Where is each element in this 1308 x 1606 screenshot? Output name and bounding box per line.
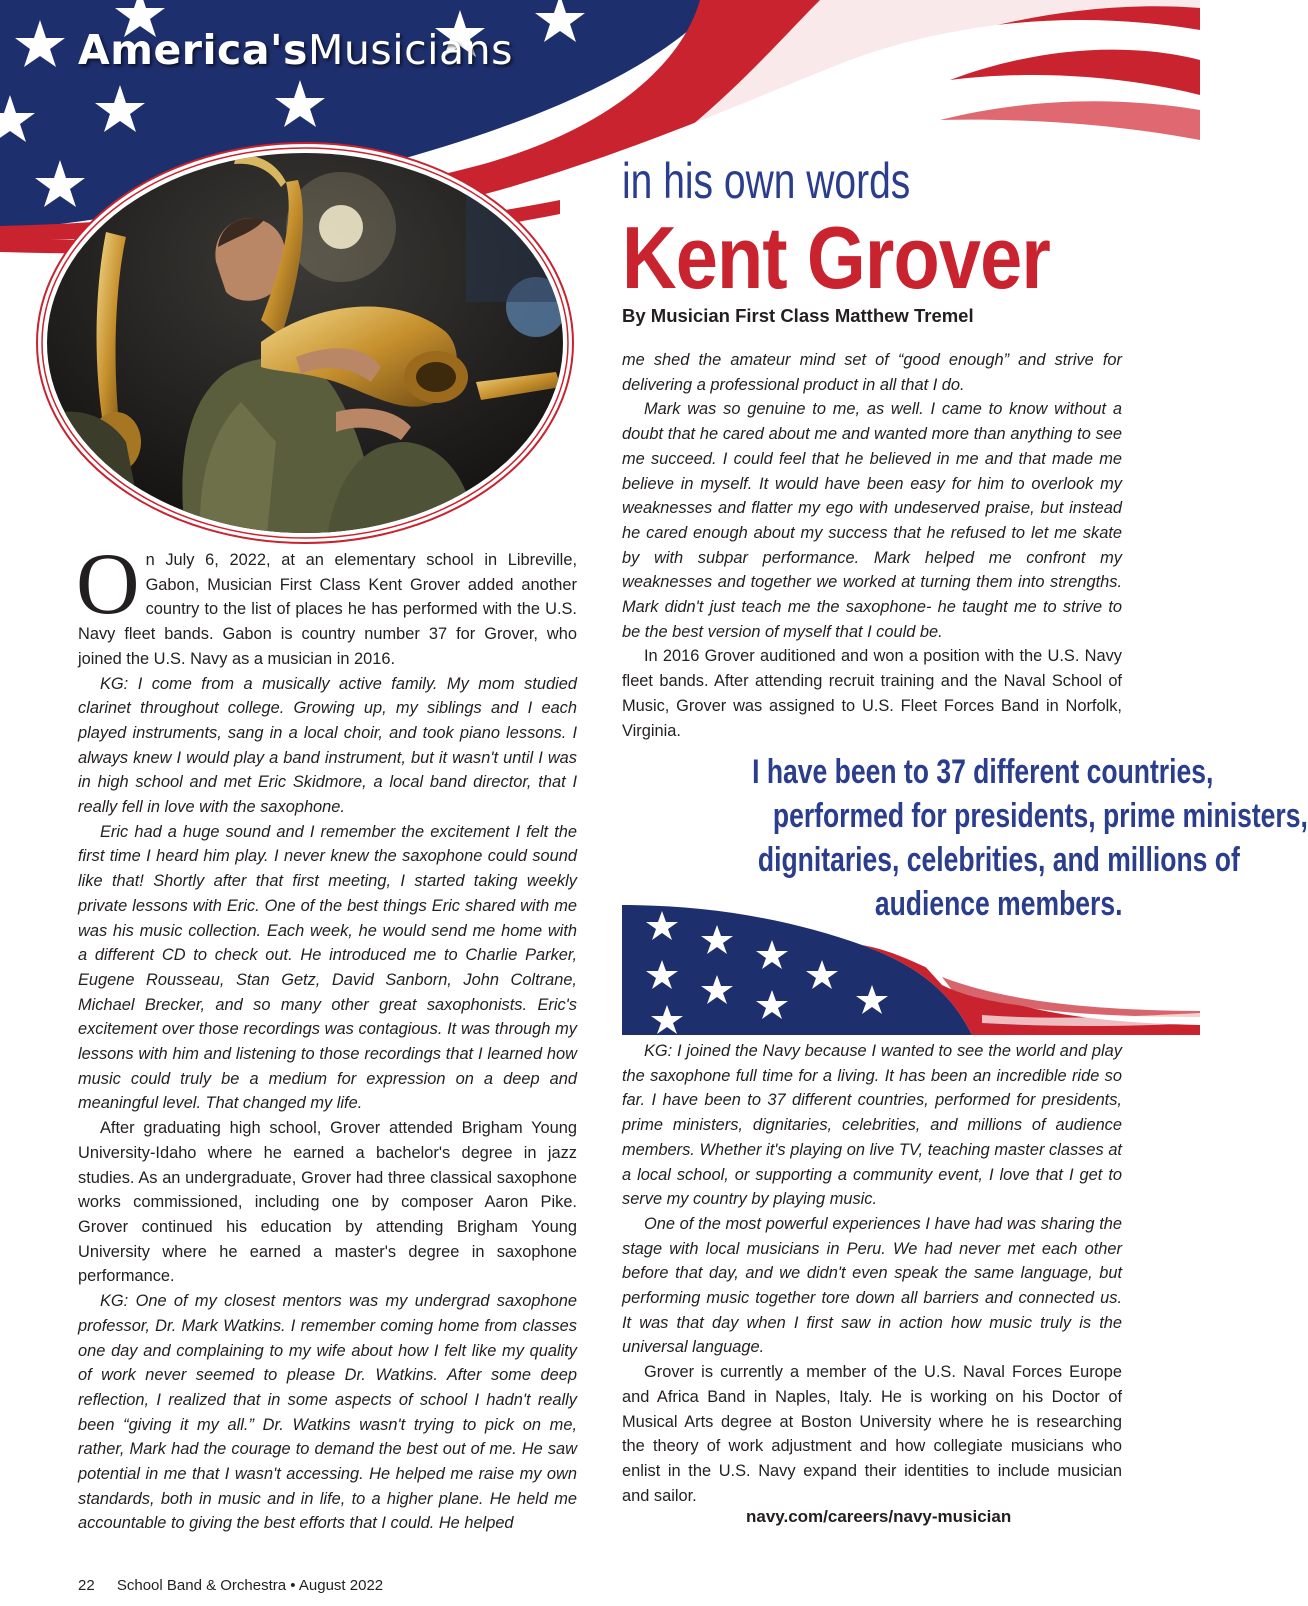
publication-name: School Band & Orchestra	[116, 1577, 287, 1594]
section-title	[78, 26, 513, 74]
body-paragraph: KG: I come from a musically active family. My mom studied clarinet throughout college. Growing up, my siblings and I each played instruments, sang in a local choir, and took piano lessons. I always knew I would play a band instrument, but it wasn't until I was in high school and met Eric Skidmore, a local band director, that I really fell in love with the saxophone.	[78, 674, 577, 817]
saxophonist-photo	[36, 142, 574, 544]
intro-paragraph	[76, 536, 577, 672]
pull-quote	[622, 750, 1308, 926]
body-paragraph: me shed the amateur mind set of “good enough” and strive for delivering a professional product in all that I do.	[622, 351, 1122, 394]
page-number: 22	[78, 1577, 95, 1594]
pull-quote-line: dignitaries, celebrities, and millions of	[757, 841, 1240, 879]
article-kicker: in his own words	[622, 153, 911, 209]
drop-cap: O	[76, 536, 140, 633]
article-headline: Kent Grover	[622, 208, 1050, 307]
body-paragraph: Mark was so genuine to me, as well. I came to know without a doubt that he cared about me and wanted more than anything to see me succeed. I could feel that he believed in me and that made me believe in myself. It would have been easy for him to overlook my weaknesses and flatter my ego with undeserved praise, but instead he cared enough about my success that he refused to let me skate by with subpar performance. Mark helped me confront my weaknesses and together we worked at turning them into strengths. Mark didn't just teach me the saxophone- he taught me to strive to be the best version of myself that I could be.	[622, 400, 1122, 641]
pull-quote-line: audience members.	[874, 885, 1122, 923]
body-paragraph: One of the most powerful experiences I have had was sharing the stage with local musicians in Peru. We had never met each other before that day, and we didn't even speak the same language, but performing music together tore down all barriers and connected us. It was that day when I first saw in action how music truly is the universal language.	[622, 1214, 1122, 1357]
body-paragraph: In 2016 Grover auditioned and won a position with the U.S. Navy fleet bands. After attending recruit training and the Naval School of Music, Grover was assigned to U.S. Fleet Forces Band in Norfolk, Virginia.	[622, 647, 1122, 740]
body-paragraph: Grover is currently a member of the U.S. Naval Forces Europe and Africa Band in Naples, Italy. He is working on his Doctor of Musical Arts degree at Boston University where he is researching the theory of work adjustment and how collegiate musicians who enlist in the U.S. Navy expand their identities to include musician and sailor.	[622, 1363, 1122, 1505]
right-column-top	[622, 348, 1122, 743]
flag-banner-middle	[622, 905, 1200, 1035]
left-column	[76, 536, 577, 1536]
body-paragraph: After graduating high school, Grover attended Brigham Young University-Idaho where he earned a bachelor's degree in jazz studies. As an undergraduate, Grover had three classical saxophone works commissioned, including one by composer Aaron Pike. Grover continued his education by attending Brigham Young University where he earned a master's degree in saxophone performance.	[78, 1119, 577, 1286]
navy-careers-link[interactable]: navy.com/careers/navy-musician	[746, 1507, 1012, 1526]
body-paragraph: KG: One of my closest mentors was my undergrad saxophone professor, Dr. Mark Watkins. I remember coming home from classes one day and complaining to my wife about how I felt like my quality of work never seemed to please Dr. Watkins. After some deep reflection, I realized that in some aspects of school I hadn't really been “giving it my all.” Dr. Watkins wasn't trying to pick on me, rather, Mark had the courage to demand the best out of me. He saw potential in me that I wasn't accessing. He helped me raise my own standards, both in music and in life, to a higher plane. He held me accountable to giving the best efforts that I could. He helped	[78, 1292, 577, 1533]
article-byline: By Musician First Class Matthew Tremel	[622, 305, 974, 326]
intro-text: n July 6, 2022, at an elementary school in Libreville, Gabon, Musician First Class Kent Grover added another country to the list of places he has performed with the U.S. Navy fleet bands. Gabon is country number 37 for Grover, who joined the U.S. Navy as a musician in 2016.	[78, 551, 577, 668]
pull-quote-line: performed for presidents, prime ministers,	[772, 797, 1308, 835]
body-paragraph: KG: I joined the Navy because I wanted to see the world and play the saxophone full time for a living. It has been an incredible ride so far. I have been to 37 different countries, performed for presidents, prime ministers, dignitaries, celebrities, and millions of audience members. Whether it's playing on live TV, teaching master classes at a local school, or supporting a community event, I love that I get to serve my country by playing music.	[622, 1042, 1122, 1209]
right-column-bottom	[622, 1039, 1122, 1508]
page-footer	[78, 1577, 383, 1594]
section-title-light: Musicians	[307, 26, 513, 74]
body-paragraph: Eric had a huge sound and I remember the excitement I felt the first time I heard him play. I never knew the saxophone could sound like that! Shortly after that first meeting, I started taking weekly private lessons with Eric. One of the best things Eric shared with me was his music collection. Each week, he would send me home with a different CD to check out. He introduced me to Charlie Parker, Eugene Rousseau, Stan Getz, David Sanborn, John Coltrane, Michael Brecker, and so many other great saxophonists. Eric's excitement over those recordings was contagious. It was through my lessons with him and listening to those recordings that I learned how music could truly be a medium for expression on a deep and meaningful level. That changed my life.	[78, 822, 577, 1113]
section-title-bold: America's	[78, 26, 308, 74]
pull-quote-line: I have been to 37 different countries,	[752, 753, 1214, 791]
issue-date: • August 2022	[290, 1577, 384, 1594]
